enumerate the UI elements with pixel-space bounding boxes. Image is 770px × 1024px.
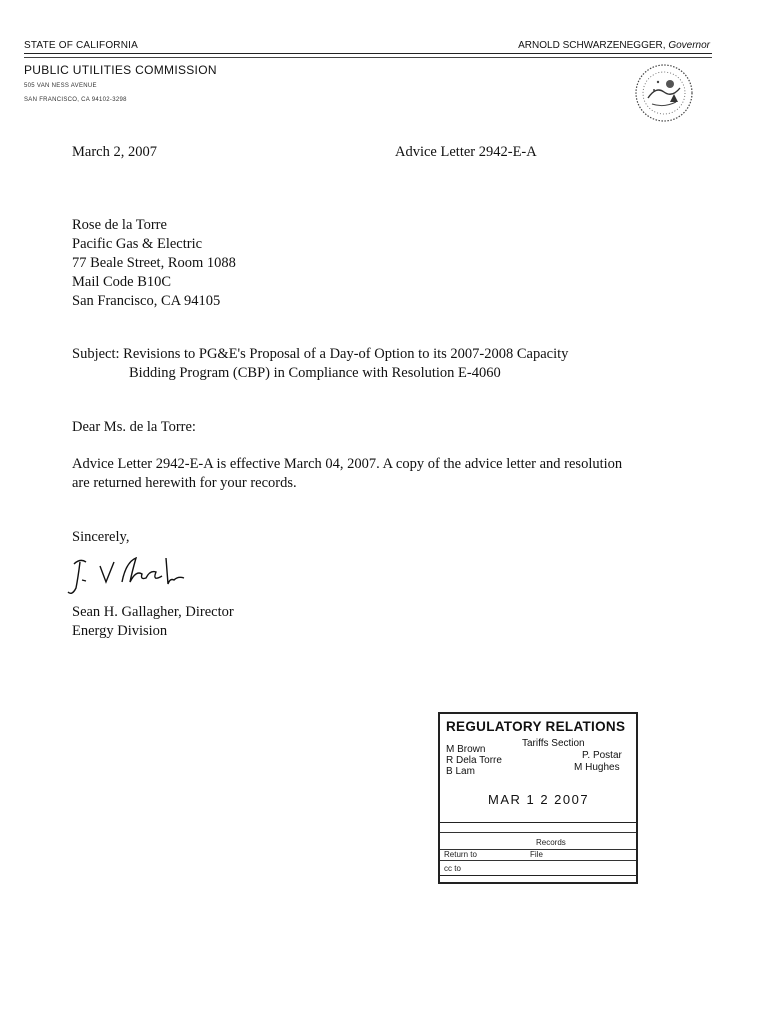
agency-address-line2: SAN FRANCISCO, CA 94102-3298 (24, 97, 127, 103)
letter-date: March 2, 2007 (72, 144, 157, 160)
state-label: STATE OF CALIFORNIA (24, 40, 138, 51)
stamp-cc-label: cc to (444, 864, 461, 873)
greeting: Dear Ms. de la Torre: (72, 419, 196, 435)
recipient-address (72, 216, 236, 311)
governor-label (518, 40, 710, 51)
subject-block (72, 345, 568, 383)
stamp-file-label: File (530, 850, 543, 859)
stamp-name: P. Postar (582, 750, 622, 761)
recipient-line: Mail Code B10C (72, 274, 172, 290)
header-rule-thin (24, 57, 712, 58)
body-line2: are returned herewith for your records. (72, 475, 297, 491)
stamp-received-date: MAR 1 2 2007 (488, 792, 590, 807)
body-paragraph (72, 455, 622, 493)
received-stamp (438, 712, 638, 884)
handwritten-signature (66, 548, 216, 600)
advice-letter-reference: Advice Letter 2942-E-A (395, 144, 537, 160)
stamp-name: R Dela Torre (446, 755, 502, 766)
stamp-return-label: Return to (444, 850, 477, 859)
signer-title: Energy Division (72, 623, 168, 639)
state-seal-icon (634, 62, 694, 124)
subject-line2: Bidding Program (CBP) in Compliance with Resolution E-4060 (129, 365, 501, 381)
stamp-rule (440, 832, 636, 833)
recipient-line: 77 Beale Street, Room 1088 (72, 255, 236, 271)
stamp-name: M Brown (446, 744, 486, 755)
subject-line1: Subject: Revisions to PG&E's Proposal of a Day-of Option to its 2007-2008 Capacity (72, 346, 569, 362)
stamp-rule (440, 875, 636, 876)
agency-name: PUBLIC UTILITIES COMMISSION (24, 63, 217, 77)
recipient-line: Rose de la Torre (72, 217, 167, 233)
recipient-line: San Francisco, CA 94105 (72, 293, 221, 309)
governor-role: Governor (668, 40, 710, 51)
signer-name: Sean H. Gallagher, Director (72, 604, 234, 620)
agency-address-line1: 505 VAN NESS AVENUE (24, 83, 97, 89)
stamp-rule (440, 860, 636, 861)
closing: Sincerely, (72, 529, 130, 545)
stamp-name: B Lam (446, 766, 475, 777)
body-line1: Advice Letter 2942-E-A is effective March 04, 2007. A copy of the advice letter and resolution (72, 456, 623, 472)
stamp-rule (440, 822, 636, 823)
stamp-records-label: Records (536, 838, 566, 847)
stamp-title: REGULATORY RELATIONS (446, 719, 626, 734)
stamp-name: M Hughes (574, 762, 620, 773)
header-rule (24, 53, 712, 54)
governor-name: ARNOLD SCHWARZENEGGER, (518, 40, 666, 51)
recipient-line: Pacific Gas & Electric (72, 236, 203, 252)
stamp-section: Tariffs Section (522, 738, 585, 749)
